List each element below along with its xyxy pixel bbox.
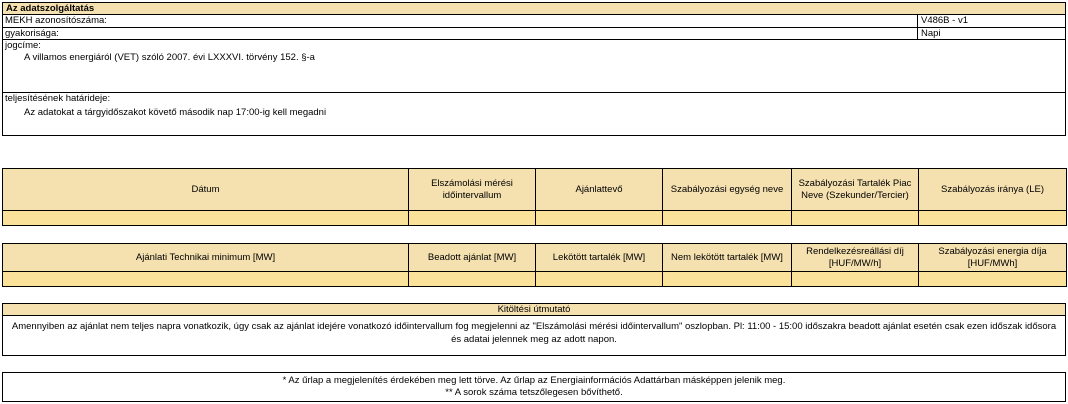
data-cell[interactable] <box>663 272 792 287</box>
footnotes <box>2 372 1066 402</box>
data-cell[interactable] <box>536 272 663 287</box>
frequency-value: Napi <box>917 28 941 40</box>
table-header-row <box>3 169 1067 211</box>
column-header: Nem lekötött tartalék [MW] <box>663 244 792 272</box>
data-cell[interactable] <box>919 272 1067 287</box>
data-cell[interactable] <box>409 272 536 287</box>
fill-guide-title: Kitöltési útmutató <box>2 303 1066 316</box>
column-header: Szabályozási Tartalék Piac Neve (Szekunder/Tercier) <box>792 169 919 211</box>
table-row <box>3 272 1067 287</box>
footnote-1: * Az űrlap a megjelenítés érdekében meg lett törve. Az űrlap az Energiainformációs Adattárban másképpen jelenik meg. <box>282 375 786 386</box>
mekh-id-row <box>3 15 1065 27</box>
legal-basis-label: jogcíme: <box>3 39 1065 52</box>
column-header: Szabályozási energia díja [HUF/MWh] <box>919 244 1067 272</box>
mekh-id-value: V486B - v1 <box>917 15 968 27</box>
deadline-text: Az adatokat a tárgyidőszakot követő második nap 17:00-ig kell megadni <box>24 107 327 118</box>
data-cell[interactable] <box>663 211 792 226</box>
fill-guide-text: Amennyiben az ajánlat nem teljes napra vonatkozik, úgy csak az ajánlat idejére vonatkozó időintervallum fog megjelenni az "Elszámolási mérési időintervallum" oszlopban. Pl: 11:00 - 15:00 időszakra beadott ajánlat esetén csak ezen időszak idősora és adatai jelennek meg az adott napon. <box>2 316 1066 356</box>
column-header: Dátum <box>3 169 409 211</box>
column-header: Szabályozás iránya (LE) <box>919 169 1067 211</box>
frequency-label: gyakorisága: <box>5 28 59 39</box>
data-cell[interactable] <box>409 211 536 226</box>
data-cell[interactable] <box>792 211 919 226</box>
deadline-label: teljesítésének határideje: <box>3 92 1065 105</box>
data-cell[interactable] <box>919 211 1067 226</box>
column-header: Szabályozási egység neve <box>663 169 792 211</box>
legal-basis-text: A villamos energiáról (VET) szóló 2007. évi LXXXVI. törvény 152. §-a <box>24 52 315 63</box>
data-provision-info <box>2 15 1066 136</box>
data-cell[interactable] <box>3 211 409 226</box>
table-row <box>3 211 1067 226</box>
column-header: Rendelkezésreállási díj [HUF/MW/h] <box>792 244 919 272</box>
column-header: Beadott ajánlat [MW] <box>409 244 536 272</box>
footnote-2: ** A sorok száma tetszőlegesen bővíthető. <box>445 387 623 398</box>
data-cell[interactable] <box>3 272 409 287</box>
mekh-id-label: MEKH azonosítószáma: <box>5 15 107 26</box>
data-cell[interactable] <box>792 272 919 287</box>
offer-table-1 <box>2 168 1067 226</box>
column-header: Ajánlattevő <box>536 169 663 211</box>
table-header-row <box>3 244 1067 272</box>
column-header: Lekötött tartalék [MW] <box>536 244 663 272</box>
section-title: Az adatszolgáltatás <box>2 2 1066 15</box>
column-header: Elszámolási mérési időintervallum <box>409 169 536 211</box>
data-cell[interactable] <box>536 211 663 226</box>
offer-table-2 <box>2 243 1067 287</box>
column-header: Ajánlati Technikai minimum [MW] <box>3 244 409 272</box>
